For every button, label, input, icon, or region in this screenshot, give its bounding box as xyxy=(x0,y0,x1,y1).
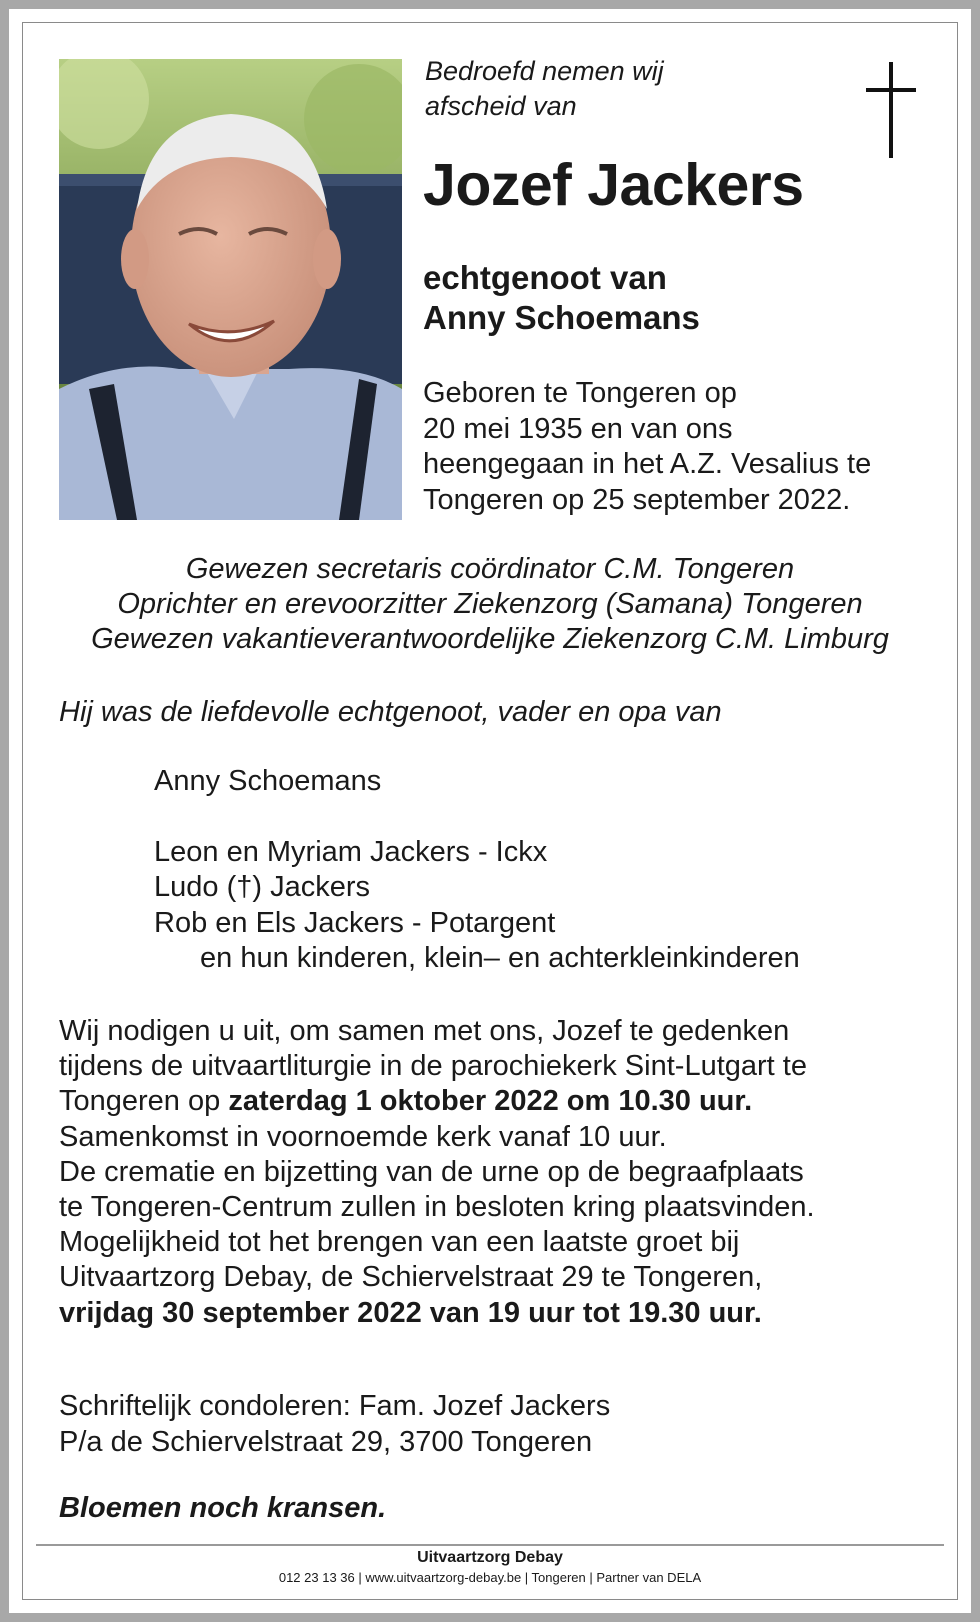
roles-block xyxy=(40,552,940,657)
family-child: Ludo (†) Jackers xyxy=(154,871,370,903)
service-line: De crematie en bijzetting van de urne op de begraafplaats xyxy=(59,1155,804,1188)
service-line: Uitvaartzorg Debay, de Schiervelstraat 29 te Tongeren, xyxy=(59,1261,763,1294)
condolence-line: Schriftelijk condoleren: Fam. Jozef Jackers xyxy=(59,1390,611,1422)
footer-divider xyxy=(36,1544,944,1546)
spouse-line: echtgenoot van xyxy=(423,259,667,296)
family-child: Rob en Els Jackers - Potargent xyxy=(154,906,556,939)
deceased-name: Jozef Jackers xyxy=(423,152,804,218)
service-prefix: Tongeren op xyxy=(59,1085,229,1118)
birth-death-block xyxy=(423,376,871,518)
condolences-block xyxy=(59,1389,610,1460)
cross-icon xyxy=(860,60,922,160)
service-line xyxy=(59,1296,815,1331)
service-line xyxy=(59,1084,815,1119)
flowers-note: Bloemen noch kransen. xyxy=(59,1492,387,1524)
family-child: Leon en Myriam Jackers - Ickx xyxy=(154,835,548,868)
born-line: 20 mei 1935 en van ons xyxy=(423,412,733,445)
service-line: Mogelijkheid tot het brengen van een laatste groet bij xyxy=(59,1226,740,1259)
spouse-line: Anny Schoemans xyxy=(423,299,700,336)
service-block xyxy=(59,1014,815,1331)
intro-line: afscheid van xyxy=(425,91,577,121)
role-line: Oprichter en erevoorzitter Ziekenzorg (Samana) Tongeren xyxy=(117,588,863,620)
family-spouse: Anny Schoemans xyxy=(154,765,382,797)
spouse-block xyxy=(423,258,700,338)
family-list xyxy=(154,764,800,977)
footer-title: Uitvaartzorg Debay xyxy=(417,1549,563,1566)
intro-text xyxy=(425,54,664,124)
role-line: Gewezen vakantieverantwoordelijke Ziekenzorg C.M. Limburg xyxy=(91,623,889,655)
born-line: Geboren te Tongeren op xyxy=(423,377,737,409)
born-line: heengegaan in het A.Z. Vesalius te xyxy=(423,448,872,480)
role-line: Gewezen secretaris coördinator C.M. Tongeren xyxy=(185,553,795,585)
service-line: te Tongeren-Centrum zullen in besloten kring plaatsvinden. xyxy=(59,1191,815,1224)
loving-intro: Hij was de liefdevolle echtgenoot, vader en opa van xyxy=(59,696,722,728)
service-date: zaterdag 1 oktober 2022 om 10.30 uur. xyxy=(228,1085,753,1118)
viewing-date: vrijdag 30 september 2022 van 19 uur tot 19.30 uur. xyxy=(59,1296,762,1329)
intro-line: Bedroefd nemen wij xyxy=(425,56,664,86)
footer-contact: 012 23 13 36 | www.uitvaartzorg-debay.be | Tongeren | Partner van DELA xyxy=(278,1570,702,1585)
service-line: tijdens de uitvaartliturgie in de parochiekerk Sint-Lutgart te xyxy=(59,1050,807,1083)
family-grandchildren: en hun kinderen, klein– en achterkleinkinderen xyxy=(200,942,800,974)
portrait-photo xyxy=(59,59,402,520)
condolence-line: P/a de Schiervelstraat 29, 3700 Tongeren xyxy=(59,1425,593,1458)
born-line: Tongeren op 25 september 2022. xyxy=(423,483,851,516)
service-line: Wij nodigen u uit, om samen met ons, Jozef te gedenken xyxy=(59,1015,790,1047)
service-line: Samenkomst in voornoemde kerk vanaf 10 uur. xyxy=(59,1120,667,1153)
